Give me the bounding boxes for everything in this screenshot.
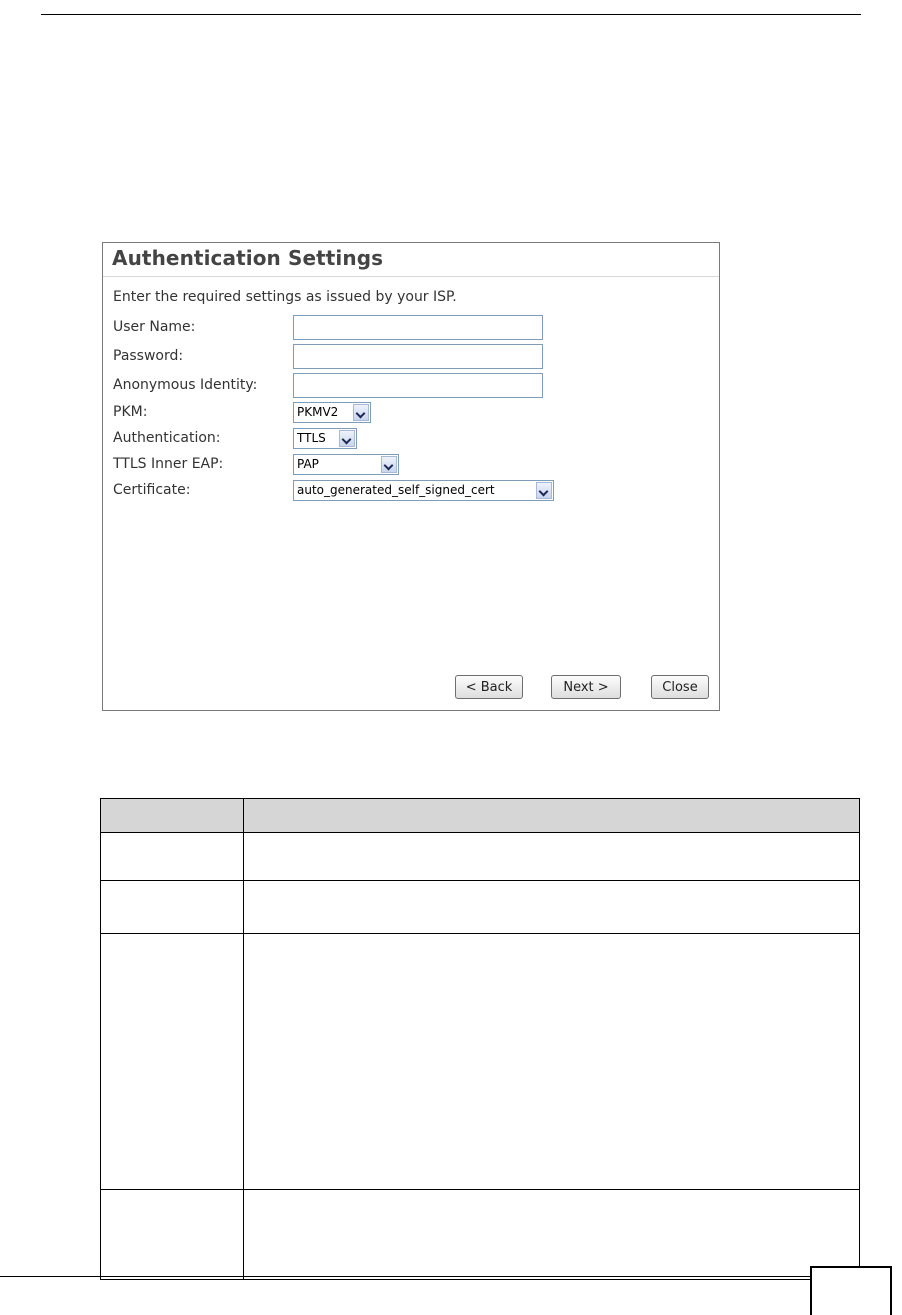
chevron-down-icon[interactable] — [353, 404, 369, 421]
ttls-inner-eap-select-value: PAP — [297, 457, 319, 471]
table-header-label — [101, 799, 244, 833]
table-row — [101, 833, 860, 881]
back-button[interactable]: < Back — [455, 675, 523, 699]
pkm-select[interactable] — [293, 402, 371, 423]
table-cell — [244, 881, 860, 934]
dialog-title: Authentication Settings — [112, 246, 384, 270]
table-header-description — [244, 799, 860, 833]
title-divider — [103, 276, 719, 277]
table-cell — [101, 833, 244, 881]
chevron-down-icon[interactable] — [381, 456, 397, 473]
footer-rule — [0, 1276, 810, 1277]
certificate-select[interactable] — [293, 480, 554, 501]
page-number-box — [810, 1266, 892, 1315]
table-cell — [244, 1190, 860, 1280]
authentication-select-value: TTLS — [297, 431, 326, 445]
password-label: Password: — [113, 348, 184, 364]
table-cell — [101, 1190, 244, 1280]
certificate-select-value: auto_generated_self_signed_cert — [297, 483, 495, 497]
user-name-input[interactable] — [293, 315, 543, 340]
table-row — [101, 934, 860, 1190]
authentication-settings-dialog — [102, 242, 720, 711]
ttls-inner-eap-label: TTLS Inner EAP: — [113, 456, 224, 472]
pkm-select-value: PKMV2 — [297, 405, 339, 419]
table-cell — [101, 934, 244, 1190]
anonymous-identity-label: Anonymous Identity: — [113, 377, 258, 393]
authentication-label: Authentication: — [113, 430, 221, 446]
table-header-row — [101, 799, 860, 833]
header-rule — [41, 14, 861, 15]
pkm-label: PKM: — [113, 404, 148, 420]
table-cell — [101, 881, 244, 934]
ttls-inner-eap-select[interactable] — [293, 454, 399, 475]
table-cell — [244, 934, 860, 1190]
authentication-select[interactable] — [293, 428, 357, 449]
table-row — [101, 881, 860, 934]
next-button[interactable]: Next > — [551, 675, 621, 699]
password-input[interactable] — [293, 344, 543, 369]
anonymous-identity-input[interactable] — [293, 373, 543, 398]
user-name-label: User Name: — [113, 319, 196, 335]
close-button[interactable]: Close — [651, 675, 709, 699]
table-cell — [244, 833, 860, 881]
chevron-down-icon[interactable] — [536, 482, 552, 499]
intro-text: Enter the required settings as issued by your ISP. — [113, 289, 457, 305]
chevron-down-icon[interactable] — [339, 430, 355, 447]
table-row — [101, 1190, 860, 1280]
certificate-label: Certificate: — [113, 482, 191, 498]
field-description-table — [100, 798, 860, 1280]
